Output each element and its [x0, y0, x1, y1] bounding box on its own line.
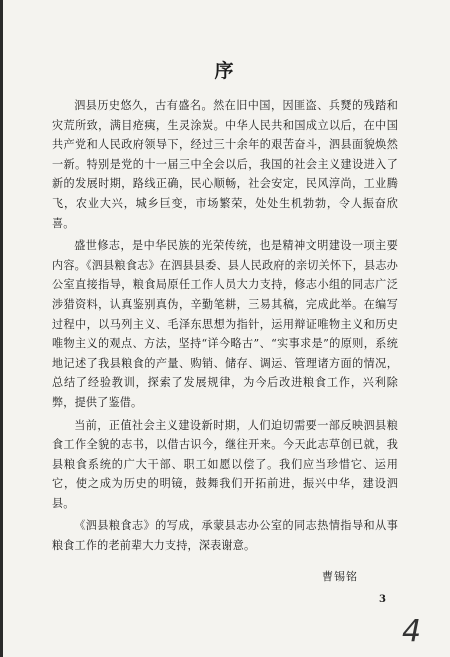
paragraph-1: 泗县历史悠久，古有盛名。然在旧中国，因匪盗、兵燹的残踏和灾荒所致，满目疮痍，生灵涂炭。中华人民共和国成立以后，在中国共产党和人民政府领导下，经过三十余年的艰苦奋斗，泗县面貌焕然一新。特别是党的十一届三中全会以后，我国的社会主义建设进入了新的发展时期，路线正确，民心顺畅，社会安定，民风淳尚，工业腾飞，农业大兴，城乡巨变，市场繁荣，处处生机勃勃，令人振奋欣喜。	[52, 99, 398, 230]
author-signature: 曹锡铭	[322, 570, 358, 583]
paragraph-3: 当前，正值社会主义建设新时期，人们迫切需要一部反映泗县粮食工作全貌的志书，以借古识今，继往开来。今天此志草创已就，我县粮食系统的广大干部、职工如愿以偿了。我们应当珍惜它、运用它，使之成为历史的明镜，鼓舞我们开拓前进，振兴中华，建设泗县。	[52, 418, 398, 510]
preface-body	[52, 96, 398, 559]
page-number: 3	[379, 594, 386, 605]
paragraph-2: 盛世修志，是中华民族的光荣传统，也是精神文明建设一项主要内容。《泗县粮食志》在泗县县委、县人民政府的亲切关怀下，县志办公室直接指导，粮食局原任工作人员大力支持，修志小组的同志广泛涉猎资料，认真鉴别真伪，辛勤笔耕，三易其稿，完成此举。在编写过程中，以马列主义、毛泽东思想为指针，运用辩证唯物主义和历史唯物主义的观点、方法，坚持“详今略古”、“实事求是”的原则，系统地记述了我县粮食的产量、购销、储存、调运、管理诸方面的情况，总结了经验教训，探索了发展规律，为今后改进粮食工作，兴利除弊，提供了鉴借。	[52, 239, 398, 409]
page-title: 序	[214, 60, 236, 82]
handwritten-page-mark: 4	[402, 614, 422, 649]
paragraph-4: 《泗县粮食志》的写成，承蒙县志办公室的同志热情指导和从事粮食工作的老前辈大力支持，深表谢意。	[52, 519, 398, 553]
scan-edge	[0, 0, 3, 657]
